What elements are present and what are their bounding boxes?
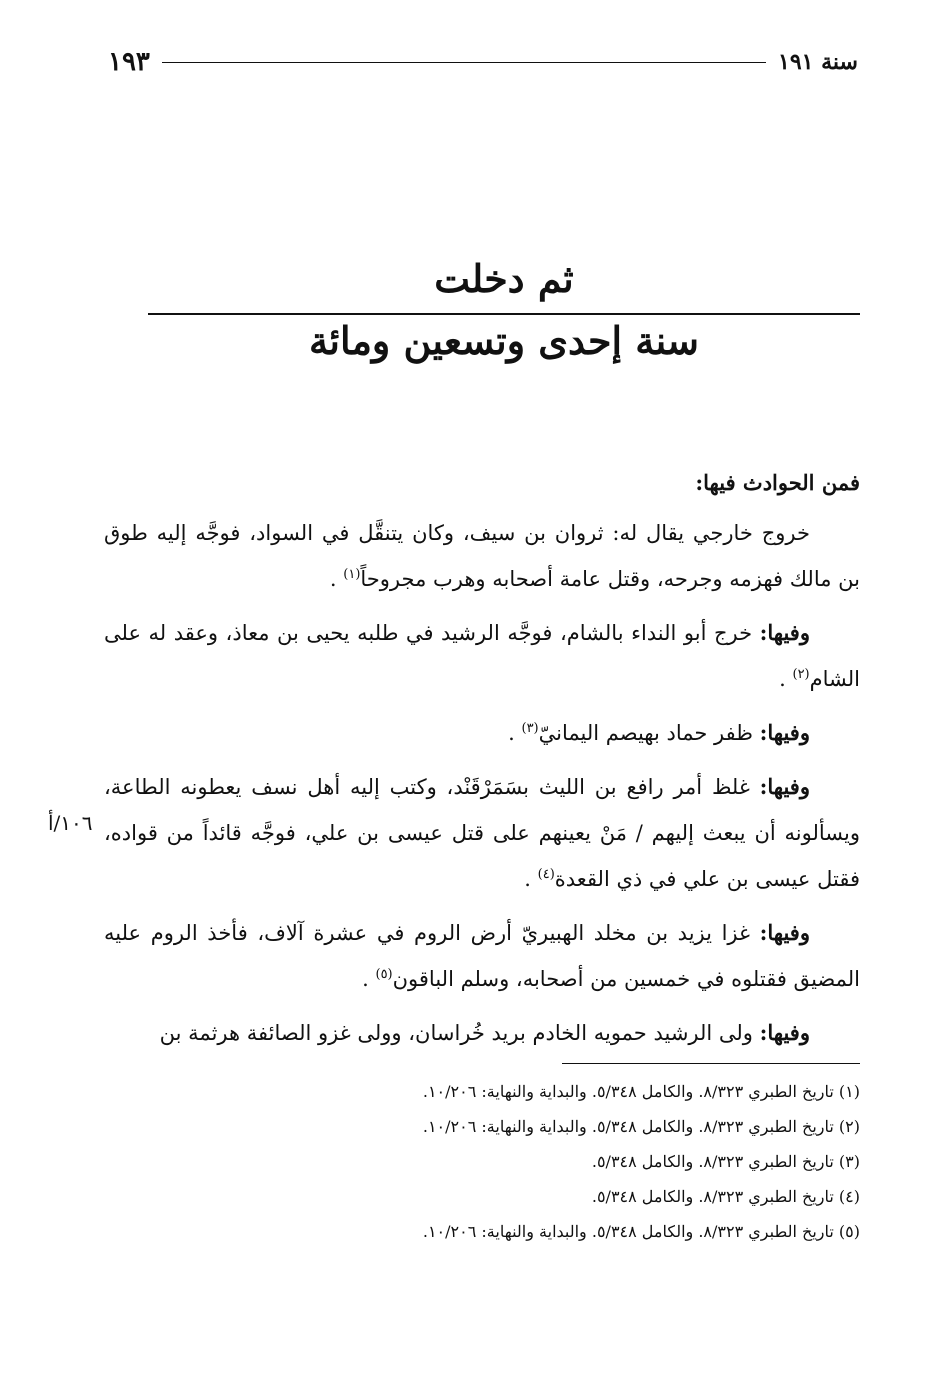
footnote-1: (١) تاريخ الطبري ٨/٣٢٣. والكامل ٥/٣٤٨. والبداية والنهاية: ١٠/٢٠٦. bbox=[422, 1082, 860, 1101]
footnote-ref: (٤) bbox=[537, 867, 555, 882]
running-header-year: سنة ١٩١ bbox=[778, 49, 858, 75]
footnote-ref: (٢) bbox=[792, 667, 810, 682]
paragraph-1 bbox=[104, 510, 860, 602]
footnote-divider bbox=[562, 1063, 860, 1064]
paragraph-5 bbox=[104, 910, 860, 1002]
paragraph-text: غلظ أمر رافع بن الليث بسَمَرْقَنْد، وكتب إليه أهل نسف يعطونه الطاعة، ويسألونه أن يبعث إليهم / مَنْ يعينهم على قتل عيسى بن علي، فوجَّه قائداً من قواده، فقتل عيسى بن علي في ذي القعدة bbox=[104, 775, 860, 891]
paragraph-6 bbox=[104, 1010, 860, 1056]
footnote-4: (٤) تاريخ الطبري ٨/٣٢٣. والكامل ٥/٣٤٨. bbox=[591, 1187, 860, 1206]
paragraph-text: ولى الرشيد حمويه الخادم بريد خُراسان، وولى غزو الصائفة هرثمة بن bbox=[159, 1021, 753, 1045]
chapter-heading-top: ثم دخلت bbox=[434, 256, 574, 301]
paragraph-2 bbox=[104, 610, 860, 702]
manuscript-folio-marker: ١٠٦/أ bbox=[48, 811, 93, 835]
footnote-ref: (١) bbox=[343, 567, 361, 582]
footnote-5: (٥) تاريخ الطبري ٨/٣٢٣. والكامل ٥/٣٤٨. والبداية والنهاية: ١٠/٢٠٦. bbox=[422, 1222, 860, 1241]
paragraph-lead: وفيها: bbox=[759, 774, 810, 799]
paragraph-3 bbox=[104, 710, 860, 756]
paragraph-text: خروج خارجي يقال له: ثروان بن سيف، وكان يتنقَّل في السواد، فوجَّه إليه طوق بن مالك فهزمه وجرحه، وقتل عامة أصحابه وهرب مجروحاً bbox=[104, 521, 860, 591]
header-rule bbox=[162, 62, 766, 63]
chapter-heading-main: سنة إحدى وتسعين ومائة bbox=[309, 318, 699, 363]
footnotes bbox=[250, 1074, 860, 1249]
paragraph-lead: وفيها: bbox=[759, 620, 810, 645]
section-intro: فمن الحوادث فيها: bbox=[695, 470, 860, 495]
heading-divider bbox=[148, 313, 860, 315]
paragraph-lead: وفيها: bbox=[759, 720, 810, 745]
page-number: ١٩٣ bbox=[108, 47, 150, 77]
paragraph-end: . bbox=[508, 721, 515, 745]
paragraph-lead: وفيها: bbox=[759, 920, 810, 945]
footnote-3: (٣) تاريخ الطبري ٨/٣٢٣. والكامل ٥/٣٤٨. bbox=[591, 1152, 860, 1171]
paragraph-text: ظفر حماد بهيصم اليمانيّ bbox=[538, 721, 753, 745]
paragraph-lead: وفيها: bbox=[759, 1020, 810, 1045]
paragraph-text: خرج أبو النداء بالشام، فوجَّه الرشيد في طلبه يحيى بن معاذ، وعقد له على الشام bbox=[104, 621, 860, 691]
paragraph-text: غزا يزيد بن مخلد الهبيريّ أرض الروم في عشرة آلاف، فأخذ الروم عليه المضيق فقتلوه في خمسين من أصحابه، وسلم الباقون bbox=[104, 921, 860, 991]
footnote-ref: (٣) bbox=[521, 721, 539, 736]
paragraph-end: . bbox=[362, 967, 369, 991]
paragraph-end: . bbox=[779, 667, 786, 691]
body-text bbox=[104, 460, 860, 1064]
paragraph-end: . bbox=[329, 567, 337, 591]
paragraph-end: . bbox=[524, 867, 531, 891]
footnote-2: (٢) تاريخ الطبري ٨/٣٢٣. والكامل ٥/٣٤٨. والبداية والنهاية: ١٠/٢٠٦. bbox=[422, 1117, 860, 1136]
paragraph-4 bbox=[104, 764, 860, 902]
running-header bbox=[108, 44, 858, 80]
footnote-ref: (٥) bbox=[375, 967, 393, 982]
